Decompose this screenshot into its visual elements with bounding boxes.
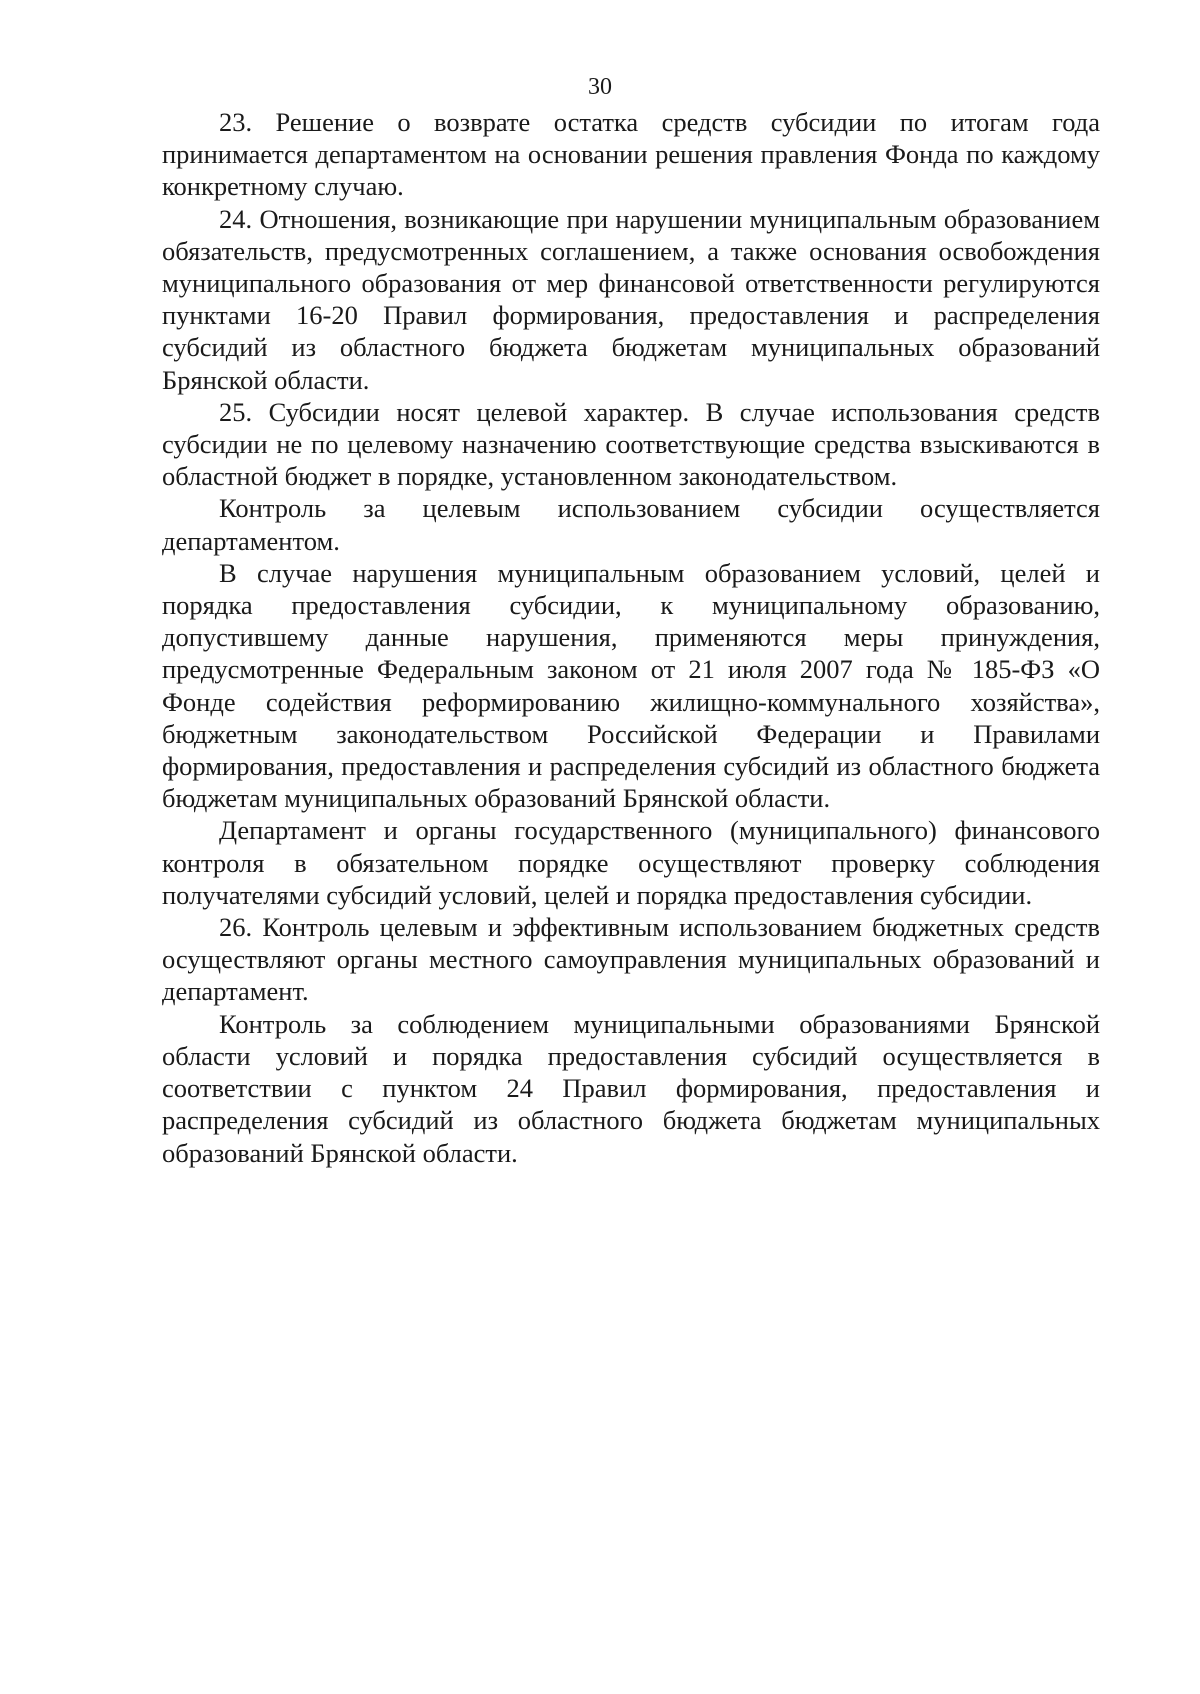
paragraph-25: 25. Субсидии носят целевой характер. В случае использования средств субсидии не по целевому назначению соответствующие средства взыскиваются в областной бюджет в порядке, установленном законодательством. xyxy=(162,396,1100,492)
paragraph-23: 23. Решение о возврате остатка средств субсидии по итогам года принимается департаментом на основании решения правления Фонда по каждому конкретному случаю. xyxy=(162,107,1100,202)
page-number: 30 xyxy=(588,74,612,100)
paragraph-24: 24. Отношения, возникающие при нарушении муниципальным образованием обязательств, предусмотренных соглашением, а также основания освобождения муниципального образования от мер финансовой ответственности регулируются пунктами 16-20 Правил формирования, предоставления и распределения субсидий из областного бюджета бюджетам муниципальных образований Брянской области. xyxy=(162,203,1100,395)
paragraph-26: 26. Контроль целевым и эффективным использованием бюджетных средств осуществляют органы местного самоуправления муниципальных образований и департамент. xyxy=(162,912,1100,1007)
paragraph-financial-control: Департамент и органы государственного (муниципального) финансового контроля в обязательном порядке осуществляют проверку соблюдения получателями субсидий условий, целей и порядка предоставления субсидии. xyxy=(162,815,1100,910)
paragraph-control-department: Контроль за целевым использованием субсидии осуществляется департаментом. xyxy=(162,493,1100,556)
document-body xyxy=(162,106,1100,1169)
paragraph-violation-measures: В случае нарушения муниципальным образованием условий, целей и порядка предоставления субсидии, к муниципальному образованию, допустившему данные нарушения, применяются меры принуждения, предусмотренные Федеральным законом от 21 июля 2007 года № 185-ФЗ «О Фонде содействия реформированию жилищно-коммунального хозяйства», бюджетным законодательством Российской Федерации и Правилами формирования, предоставления и распределения субсидий из областного бюджета бюджетам муниципальных образований Брянской области. xyxy=(162,557,1100,814)
paragraph-compliance-control: Контроль за соблюдением муниципальными образованиями Брянской области условий и порядка предоставления субсидий осуществляется в соответствии с пунктом 24 Правил формирования, предоставления и распределения субсидий из областного бюджета бюджетам муниципальных образований Брянской области. xyxy=(162,1008,1100,1168)
